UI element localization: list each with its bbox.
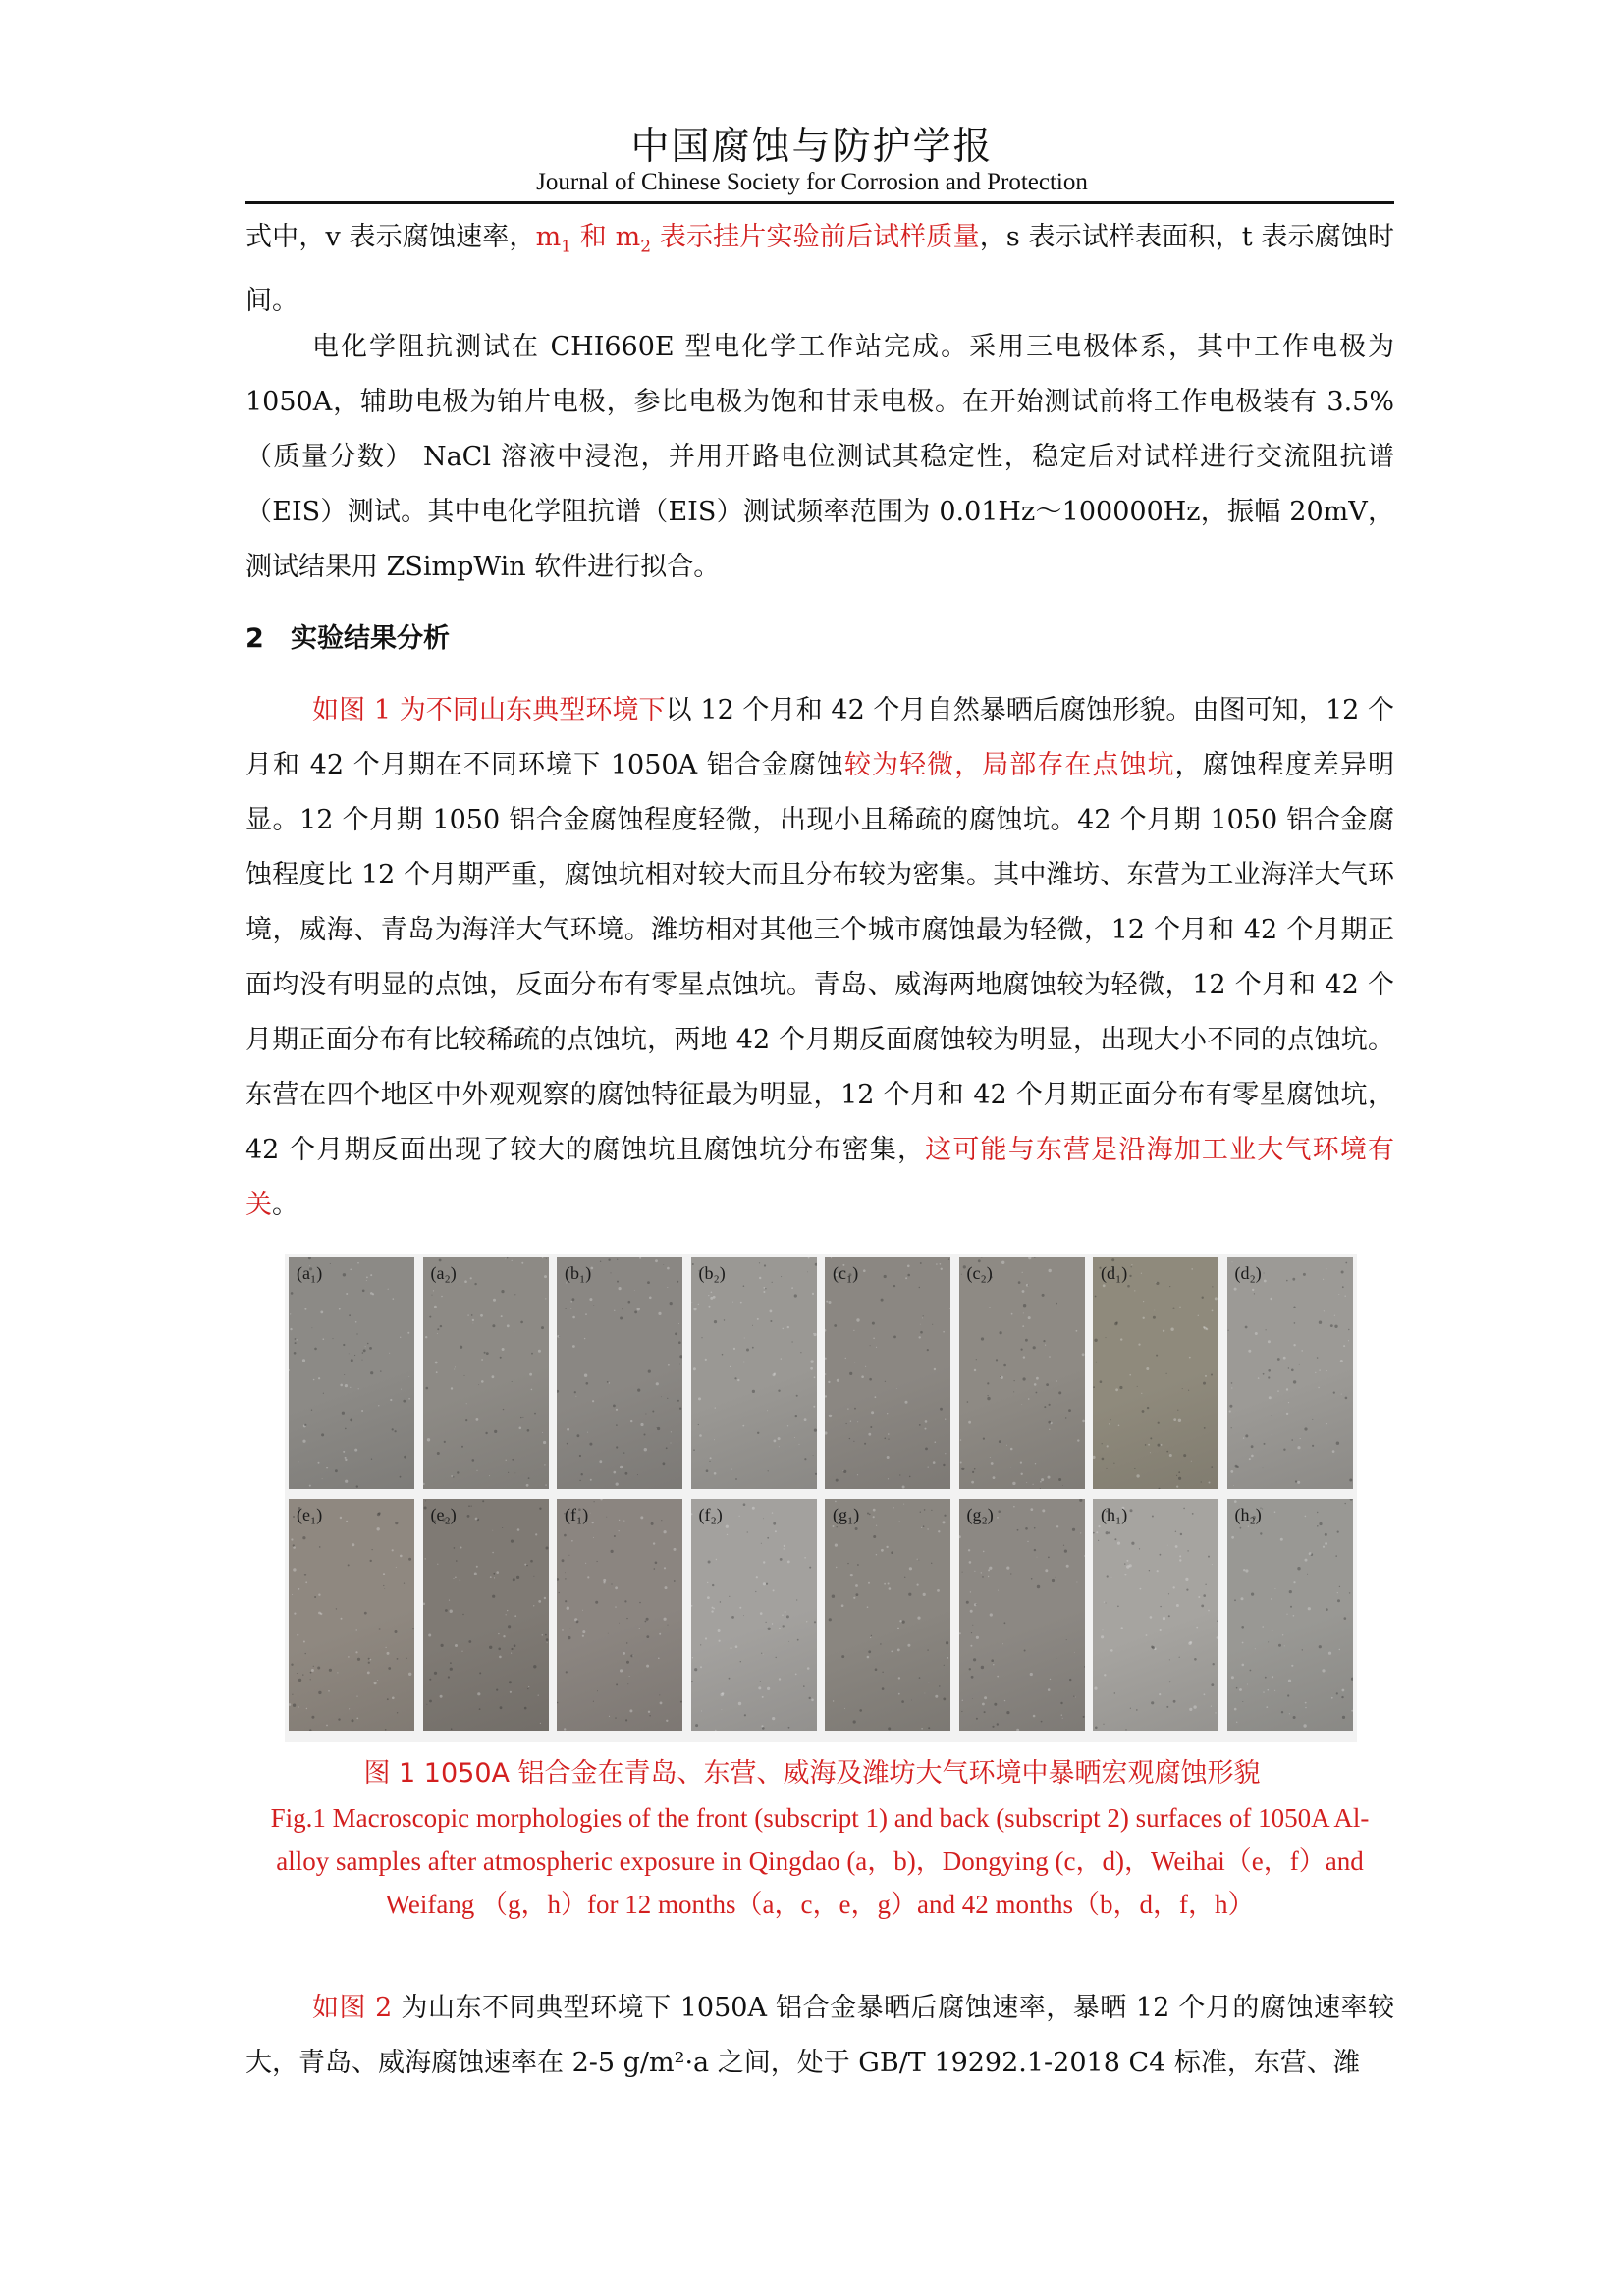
header-rule	[245, 201, 1394, 204]
specimen-panel	[691, 1499, 817, 1731]
specimen-panel-label: (d₁)	[1101, 1263, 1128, 1283]
specimen-panel	[959, 1257, 1085, 1489]
section-title: 实验结果分析	[291, 623, 450, 654]
specimen-panel-label: (e₂)	[430, 1505, 457, 1524]
pitting-texture	[423, 1257, 549, 1489]
pitting-texture	[691, 1499, 817, 1731]
section-number: 2	[245, 623, 264, 654]
specimen-panel	[959, 1499, 1085, 1731]
specimen-panel-label: (a₂)	[430, 1263, 457, 1283]
pitting-texture	[557, 1499, 682, 1731]
specimen-panel-label: (f₁)	[565, 1505, 589, 1524]
pitting-texture	[423, 1499, 549, 1731]
specimen-panel-label: (a₁)	[297, 1263, 323, 1283]
specimen-panel-label: (e₁)	[297, 1505, 323, 1524]
pitting-texture	[825, 1257, 950, 1489]
specimen-panel	[289, 1499, 414, 1731]
paragraph-formula-explanation: 式中，v 表示腐蚀速率，$m_1$ 和 $m_2$ 表示挂片实验前后试样质量，s 表示试样表面积，t 表示腐蚀时间。	[245, 222, 1394, 317]
specimen-panel	[423, 1499, 549, 1731]
specimen-panel	[1227, 1257, 1353, 1489]
paragraph-results: 如图 1 为不同山东典型环境下以 12 个月和 42 个月自然暴晒后腐蚀形貌。由图可知，12 个月和 42 个月期在不同环境下 1050A 铝合金腐蚀较为轻微，局部存在点蚀坑，腐蚀程度差异明显。12 个月期 1050 铝合金腐蚀程度轻微，出现小且稀疏的腐蚀坑。42 个月期 1050 铝合金腐蚀程度比 12 个月期严重，腐蚀坑相对较大而且分布较为密集。其中潍坊、东营为工业海洋大气环境，威海、青岛为海洋大气环境。潍坊相对其他三个城市腐蚀最为轻微，12 个月和 42 个月期正面均没有明显的点蚀，反面分布有零星点蚀坑。青岛、威海两地腐蚀较为轻微，12 个月和 42 个月期正面分布有比较稀疏的点蚀坑，两地 42 个月期反面腐蚀较为明显，出现大小不同的点蚀坑。东营在四个地区中外观观察的腐蚀特征最为明显，12 个月和 42 个月期正面分布有零星腐蚀坑，42 个月期反面出现了较大的腐蚀坑且腐蚀坑分布密集，这可能与东营是沿海加工业大气环境有关。	[245, 695, 1395, 1220]
figure-caption-en: Fig.1 Macroscopic morphologies of the front (subscript 1) and back (subscript 2) surfaces of 1050A Al-alloy samples after atmospheric exposure in Qingdao (a，b)，Dongying (c，d)，Weihai（e，f）and Weifang （g，h）for 12 months（a，c，e，g）and 42 months（b，d，f，h）	[270, 1803, 1370, 1919]
specimen-panel	[1227, 1499, 1353, 1731]
specimen-panel-label: (h₁)	[1101, 1505, 1128, 1524]
paragraph-eis-method: 电化学阻抗测试在 CHI660E 型电化学工作站完成。采用三电极体系，其中工作电极为 1050A，辅助电极为铂片电极，参比电极为饱和甘汞电极。在开始测试前将工作电极装有 3.5%（质量分数） NaCl 溶液中浸泡，并用开路电位测试其稳定性，稳定后对试样进行交流阻抗谱（EIS）测试。其中电化学阻抗谱（EIS）测试频率范围为 0.01Hz～100000Hz，振幅 20mV，测试结果用 ZSimpWin 软件进行拟合。	[245, 332, 1394, 582]
specimen-panel-label: (h₂)	[1234, 1505, 1262, 1524]
pitting-texture	[959, 1257, 1085, 1489]
specimen-panel-label: (c₂)	[966, 1263, 993, 1283]
figure-caption-cn: 图 1 1050A 铝合金在青岛、东营、威海及潍坊大气环境中暴晒宏观腐蚀形貌	[363, 1758, 1261, 1789]
pitting-texture	[825, 1499, 950, 1731]
pitting-texture	[289, 1257, 414, 1489]
pitting-texture	[1227, 1499, 1353, 1731]
pitting-texture	[1093, 1499, 1218, 1731]
specimen-panel	[557, 1257, 682, 1489]
highlight-figure-ref: 如图 1 为不同山东典型环境下	[312, 695, 666, 725]
pitting-texture	[1227, 1257, 1353, 1489]
specimen-panel	[423, 1257, 549, 1489]
specimen-panel-label: (g₂)	[966, 1505, 994, 1524]
pitting-texture	[691, 1257, 817, 1489]
paragraph-corrosion-rate: 如图 2 为山东不同典型环境下 1050A 铝合金暴晒后腐蚀速率，暴晒 12 个月的腐蚀速率较大，青岛、威海腐蚀速率在 2-5 g/m²·a 之间，处于 GB/T 19292.1-2018 C4 标准，东营、潍	[245, 1993, 1395, 2078]
journal-title-cn: 中国腐蚀与防护学报	[630, 125, 994, 169]
journal-title-en: Journal of Chinese Society for Corrosion and Protection	[536, 169, 1088, 195]
pitting-texture	[959, 1499, 1085, 1731]
section-heading	[245, 616, 450, 655]
specimen-panel	[825, 1257, 950, 1489]
specimen-panel-label: (b₂)	[698, 1263, 726, 1283]
specimen-panel	[557, 1499, 682, 1731]
specimen-panel	[1093, 1499, 1218, 1731]
highlight-figure2-ref: 如图 2	[312, 1993, 402, 2023]
specimen-panel	[825, 1499, 950, 1731]
pitting-texture	[557, 1257, 682, 1489]
highlight-pitting: 较为轻微，局部存在点蚀坑	[843, 750, 1175, 780]
corrosion-morphology-figure	[285, 1254, 1357, 1742]
specimen-panel-label: (g₁)	[833, 1505, 860, 1524]
specimen-panel	[691, 1257, 817, 1489]
specimen-panel-label: (f₂)	[698, 1505, 723, 1524]
pitting-texture	[1093, 1257, 1218, 1489]
specimen-panel	[1093, 1257, 1218, 1489]
specimen-panel-label: (c₁)	[833, 1263, 859, 1283]
specimen-panel	[289, 1257, 414, 1489]
specimen-panel-label: (b₁)	[565, 1263, 592, 1283]
highlight-mass-definition: $m_1$ 和 $m_2$ 表示挂片实验前后试样质量	[535, 222, 980, 257]
highlight-dongying: 这可能与东营是沿海加工业大气环境有关	[245, 1135, 1394, 1220]
pitting-texture	[289, 1499, 414, 1731]
specimen-panel-label: (d₂)	[1234, 1263, 1262, 1283]
